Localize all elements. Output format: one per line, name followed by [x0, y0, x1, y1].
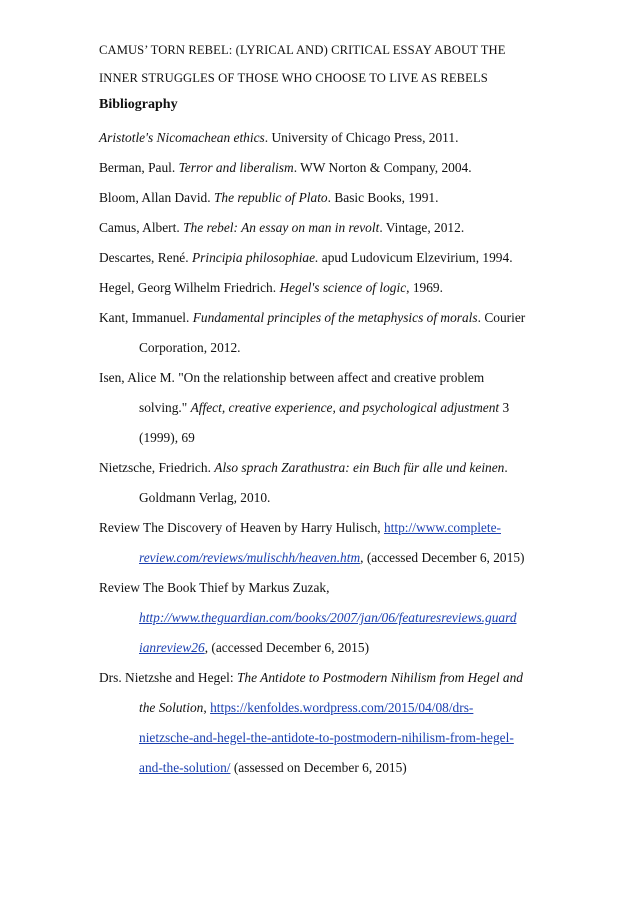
citation-text: Goldmann Verlag, 2010.	[139, 490, 271, 505]
bibliography-line	[99, 663, 559, 693]
header-line-1: CAMUS’ TORN REBEL: (LYRICAL AND) CRITICAL ESSAY ABOUT THE	[99, 43, 506, 57]
citation-title: Aristotle's Nicomachean ethics	[99, 130, 265, 145]
citation-text: Hegel, Georg Wilhelm Friedrich.	[99, 280, 280, 295]
citation-text: Isen, Alice M. "On the relationship between affect and creative problem	[99, 370, 485, 385]
bibliography-line	[99, 723, 559, 753]
bibliography-line	[99, 213, 559, 243]
citation-text: Bloom, Allan David.	[99, 190, 214, 205]
citation-title: the Solution	[139, 700, 204, 715]
reference-link[interactable]: and-the-solution/	[139, 760, 231, 775]
bibliography-line	[99, 153, 559, 183]
citation-text: 3	[499, 400, 510, 415]
reference-link[interactable]: https://kenfoldes.wordpress.com/2015/04/08/drs-	[210, 700, 474, 715]
citation-title: The republic of Plato	[213, 190, 328, 205]
reference-link[interactable]: review.com/reviews/mulischh/heaven.htm	[139, 550, 361, 565]
bibliography-line	[99, 303, 559, 333]
bibliography-line	[99, 333, 559, 363]
bibliography-line	[99, 753, 559, 783]
citation-text: . University of Chicago Press, 2011.	[264, 130, 459, 145]
citation-text: (1999), 69	[139, 430, 195, 445]
citation-text: Camus, Albert.	[99, 220, 184, 235]
citation-text: Drs. Nietzshe and Hegel:	[99, 670, 237, 685]
citation-text: , (accessed December 6, 2015)	[204, 640, 370, 655]
citation-text: . Courier	[477, 310, 526, 325]
bibliography-line	[99, 393, 559, 423]
citation-text: Corporation, 2012.	[139, 340, 241, 355]
bibliography-line	[99, 693, 559, 723]
citation-text: apud Ludovicum Elzevirium, 1994.	[318, 250, 513, 265]
bibliography-line	[99, 483, 559, 513]
bibliography-line	[99, 543, 559, 573]
bibliography-line	[99, 633, 559, 663]
citation-text: Nietzsche, Friedrich.	[99, 460, 215, 475]
bibliography-heading: Bibliography	[99, 97, 178, 112]
bibliography-line	[99, 573, 559, 603]
bibliography-line	[99, 603, 559, 633]
bibliography-line	[99, 273, 559, 303]
citation-title: The rebel: An essay on man in revolt	[183, 220, 380, 235]
bibliography-line	[99, 243, 559, 273]
citation-text: (assessed on December 6, 2015)	[230, 760, 407, 775]
bibliography-line	[99, 183, 559, 213]
citation-title: Principia philosophiae.	[191, 250, 319, 265]
citation-text: .	[504, 460, 508, 475]
reference-link[interactable]: ianreview26	[139, 640, 205, 655]
citation-text: Review The Book Thief by Markus Zuzak,	[99, 580, 330, 595]
citation-text: , (accessed December 6, 2015)	[360, 550, 525, 565]
reference-link[interactable]: nietzsche-and-hegel-the-antidote-to-postmodern-nihilism-from-hegel-	[139, 730, 514, 745]
bibliography-list	[99, 123, 559, 783]
citation-text: Review The Discovery of Heaven by Harry Hulisch,	[99, 520, 384, 535]
citation-title: Affect, creative experience, and psychological adjustment	[190, 400, 500, 415]
citation-title: Hegel's science of logic	[279, 280, 407, 295]
citation-text: . Basic Books, 1991.	[327, 190, 439, 205]
citation-text: . Vintage, 2012.	[379, 220, 465, 235]
citation-title: Also sprach Zarathustra: ein Buch für alle und keinen	[214, 460, 505, 475]
bibliography-line	[99, 453, 559, 483]
bibliography-line	[99, 123, 559, 153]
citation-text: solving."	[139, 400, 191, 415]
citation-text: , 1969.	[406, 280, 443, 295]
citation-text: Kant, Immanuel.	[99, 310, 193, 325]
citation-title: Terror and liberalism	[178, 160, 294, 175]
reference-link[interactable]: http://www.theguardian.com/books/2007/jan/06/featuresreviews.guard	[139, 610, 517, 625]
citation-title: The Antidote to Postmodern Nihilism from Hegel and	[236, 670, 523, 685]
citation-text: Berman, Paul.	[99, 160, 179, 175]
header-line-2: INNER STRUGGLES OF THOSE WHO CHOOSE TO LIVE AS REBELS	[99, 71, 488, 85]
citation-text: . WW Norton & Company, 2004.	[293, 160, 472, 175]
citation-title: Fundamental principles of the metaphysics of morals	[192, 310, 478, 325]
running-header	[99, 36, 579, 92]
bibliography-line	[99, 363, 559, 393]
citation-text: ,	[203, 700, 211, 715]
citation-text: Descartes, René.	[99, 250, 192, 265]
reference-link[interactable]: http://www.complete-	[383, 520, 501, 535]
bibliography-line	[99, 423, 559, 453]
bibliography-line	[99, 513, 559, 543]
